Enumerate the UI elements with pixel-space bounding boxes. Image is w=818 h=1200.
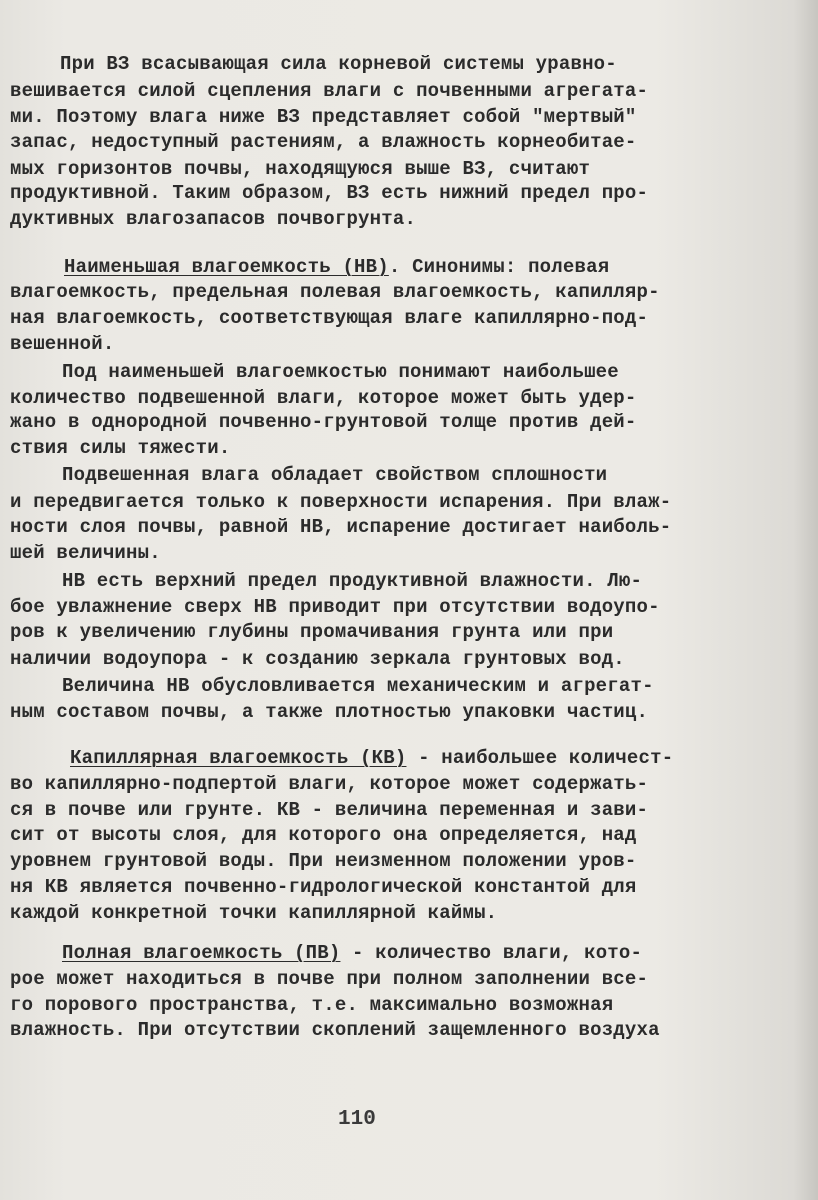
text-line (10, 105, 637, 129)
line-text: го порового пространства, т.е. максимально возможная (10, 994, 614, 1016)
text-line (10, 515, 671, 539)
text-line (62, 360, 619, 384)
text-line (70, 746, 673, 770)
text-line (10, 386, 637, 410)
line-text: - наибольшее количест- (406, 747, 674, 769)
line-text: жано в однородной почвенно-грунтовой толще против дей- (10, 411, 637, 433)
text-line (10, 901, 497, 925)
line-text: сит от высоты слоя, для которого она определяется, над (10, 824, 637, 846)
line-text: ствия силы тяжести. (10, 437, 231, 459)
text-line (10, 410, 637, 434)
text-line (10, 700, 648, 724)
term-heading: Наименьшая влагоемкость (НВ) (64, 256, 389, 278)
line-text: - количество влаги, кото- (340, 942, 643, 964)
line-text: вешивается силой сцепления влаги с почвенными агрегата- (10, 80, 649, 102)
line-text: рое может находиться в почве при полном заполнении все- (10, 968, 649, 990)
line-text: дуктивных влагозапасов почвогрунта. (10, 208, 417, 230)
line-text: ся в почве или грунте. КВ - величина переменная и зави- (10, 799, 649, 821)
text-line (10, 490, 671, 514)
line-text: шей величины. (10, 542, 161, 564)
line-text: мых горизонтов почвы, находящуюся выше ВЗ, считают (10, 158, 591, 180)
line-text: продуктивной. Таким образом, ВЗ есть нижний предел про- (10, 182, 649, 204)
line-text: во капиллярно-подпертой влаги, которое может содержать- (10, 773, 649, 795)
line-text: количество подвешенной влаги, которое может быть удер- (10, 387, 637, 409)
text-line (10, 306, 648, 330)
line-text: ная влагоемкость, соответствующая влаге капиллярно-под- (10, 307, 649, 329)
text-line (10, 849, 637, 873)
line-text: влажность. При отсутствии скоплений защемленного воздуха (10, 1019, 660, 1041)
text-line (10, 207, 416, 231)
text-line (10, 157, 590, 181)
text-line (62, 674, 654, 698)
text-line (10, 967, 648, 991)
text-line (64, 255, 609, 279)
text-line (10, 823, 637, 847)
line-text: наличии водоупора - к созданию зеркала грунтовых вод. (10, 648, 625, 670)
line-text: ности слоя почвы, равной НВ, испарение достигает наиболь- (10, 516, 672, 538)
line-text: Подвешенная влага обладает свойством сплошности (62, 464, 608, 486)
term-heading: Полная влагоемкость (ПВ) (62, 942, 341, 964)
text-line (62, 569, 642, 593)
text-line (62, 463, 607, 487)
line-text: бое увлажнение сверх НВ приводит при отсутствии водоупо- (10, 596, 660, 618)
line-text: ным составом почвы, а также плотностью упаковки частиц. (10, 701, 649, 723)
text-line (10, 595, 660, 619)
line-text: Под наименьшей влагоемкостью понимают наибольшее (62, 361, 619, 383)
text-line (10, 130, 637, 154)
line-text: влагоемкость, предельная полевая влагоемкость, капилляр- (10, 281, 660, 303)
text-line (10, 332, 114, 356)
text-line (10, 993, 613, 1017)
text-line (10, 541, 161, 565)
line-text: ров к увеличению глубины промачивания грунта или при (10, 621, 614, 643)
line-text: каждой конкретной точки капиллярной каймы. (10, 902, 498, 924)
text-line (10, 280, 660, 304)
line-text: вешенной. (10, 333, 115, 355)
page-number: 110 (338, 1108, 376, 1131)
text-line (10, 772, 648, 796)
text-line (10, 798, 648, 822)
line-text: ми. Поэтому влага ниже ВЗ представляет собой "мертвый" (10, 106, 637, 128)
line-text: НВ есть верхний предел продуктивной влажности. Лю- (62, 570, 643, 592)
term-heading: Капиллярная влагоемкость (КВ) (70, 747, 407, 769)
text-line (10, 875, 637, 899)
text-line (10, 181, 648, 205)
text-line (10, 620, 613, 644)
line-text: ня КВ является почвенно-гидрологической константой для (10, 876, 637, 898)
text-line (60, 52, 617, 76)
line-text: Величина НВ обусловливается механическим и агрегат- (62, 675, 654, 697)
line-text: При ВЗ всасывающая сила корневой системы уравно- (60, 53, 617, 75)
text-line (10, 647, 625, 671)
line-text: запас, недоступный растениям, а влажность корнеобитае- (10, 131, 637, 153)
text-line (10, 79, 648, 103)
text-line (10, 1018, 660, 1042)
text-line (62, 941, 642, 965)
text-line (10, 436, 230, 460)
line-text: . Синонимы: полевая (388, 256, 610, 278)
line-text: уровнем грунтовой воды. При неизменном положении уров- (10, 850, 637, 872)
line-text: и передвигается только к поверхности испарения. При влаж- (10, 491, 672, 513)
